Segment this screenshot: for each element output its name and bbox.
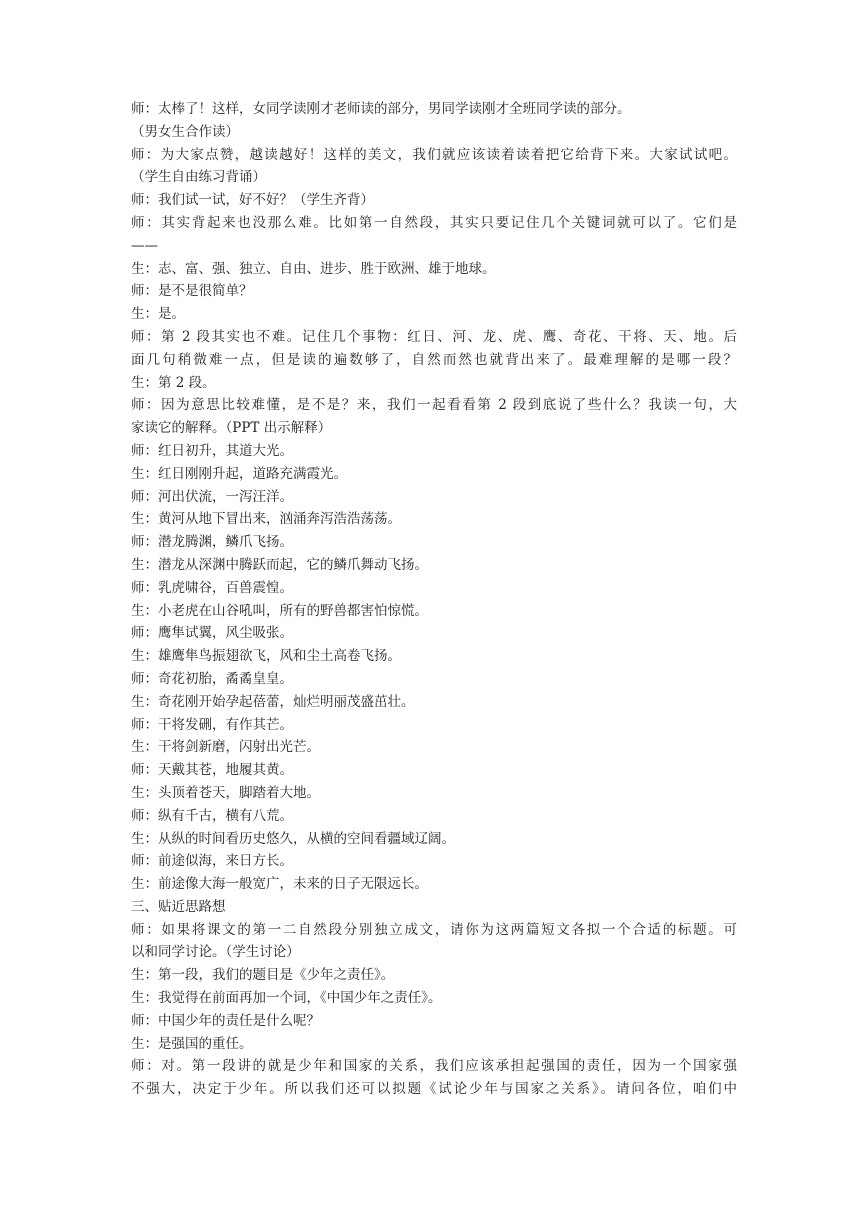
text-line: 生：我觉得在前面再加一个词，《中国少年之责任》。 <box>131 990 442 1007</box>
text-line: 师：是不是很简单？ <box>131 283 253 300</box>
text-line: 生：是。 <box>131 306 185 323</box>
transcript <box>131 98 737 1101</box>
text-line: 生：潜龙从深渊中腾跃而起，它的鳞爪舞动飞扬。 <box>131 556 428 573</box>
text-line: 师：红日初升，其道大光。 <box>131 442 293 459</box>
text-line: 以和同学讨论。（学生讨论） <box>131 944 300 961</box>
text-line: 师：因为意思比较难懂，是不是？来，我们一起看看第 2 段到底说了些什么？我读一句，大 <box>131 397 737 414</box>
text-line: 师：鹰隼试翼，风尘吸张。 <box>131 625 293 642</box>
text-line: 师：其实背起来也没那么难。比如第一自然段，其实只要记住几个关键词就可以了。它们是 <box>131 214 737 231</box>
text-line: 师：太棒了！这样，女同学读刚才老师读的部分，男同学读刚才全班同学读的部分。 <box>131 101 631 117</box>
text-line: 生：第 2 段。 <box>131 374 216 391</box>
text-line: 家读它的解释。（PPT 出示解释） <box>131 420 332 437</box>
text-line: 生：干将剑新磨，闪射出光芒。 <box>131 739 320 756</box>
text-line: 师：第 2 段其实也不难。记住几个事物：红日、河、龙、虎、鹰、奇花、干将、天、地。后 <box>131 328 737 345</box>
text-line: 三、贴近思路想 <box>131 898 226 915</box>
text-line: （男女生合作读） <box>131 123 239 140</box>
text-line: 生：从纵的时间看历史悠久，从横的空间看疆域辽阔。 <box>131 830 455 847</box>
text-line: 生：头顶着苍天，脚踏着大地。 <box>131 784 320 801</box>
text-line: —— <box>131 237 158 254</box>
text-line: 师：中国少年的责任是什么呢？ <box>131 1012 320 1029</box>
text-line: 生：前途像大海一般宽广，未来的日子无限远长。 <box>131 876 428 893</box>
text-line: 生：是强国的重任。 <box>131 1035 253 1052</box>
text-line: 生：志、富、强、独立、自由、进步、胜于欧洲、雄于地球。 <box>131 260 496 277</box>
text-line: 面几句稍微难一点，但是读的遍数够了，自然而然也就背出来了。最难理解的是哪一段？ <box>131 351 737 368</box>
text-line: 师：我们试一试，好不好？（学生齐背） <box>131 192 374 209</box>
text-line: 生：黄河从地下冒出来，汹涌奔泻浩浩荡荡。 <box>131 511 401 528</box>
text-line: （学生自由练习背诵） <box>131 169 266 186</box>
text-line: 师：如果将课文的第一二自然段分别独立成文，请你为这两篇短文各拟一个合适的标题。可 <box>131 921 737 938</box>
text-line: 师：天戴其苍，地履其黄。 <box>131 762 293 779</box>
text-line: 生：第一段，我们的题目是《少年之责任》。 <box>131 967 395 984</box>
text-line: 生：奇花刚开始孕起蓓蕾，灿烂明丽茂盛茁壮。 <box>131 693 415 710</box>
text-line: 师：为大家点赞，越读越好！这样的美文，我们就应该读着读着把它给背下来。大家试试吧。 <box>131 146 737 163</box>
text-line: 生：红日刚刚升起，道路充满霞光。 <box>131 465 347 482</box>
text-line: 师：乳虎啸谷，百兽震惶。 <box>131 579 293 596</box>
text-line: 师：奇花初胎，矞矞皇皇。 <box>131 670 293 687</box>
text-line: 师：前途似海，来日方长。 <box>131 853 293 870</box>
text-line: 师：纵有千古，横有八荒。 <box>131 807 293 824</box>
text-line: 师：潜龙腾渊，鳞爪飞扬。 <box>131 534 293 551</box>
text-line: 生：小老虎在山谷吼叫，所有的野兽都害怕惊慌。 <box>131 602 428 619</box>
text-line: 师：河出伏流，一泻汪洋。 <box>131 488 293 505</box>
document-body <box>131 98 737 1101</box>
text-line: 师：干将发硎，有作其芒。 <box>131 716 293 733</box>
text-line: 不强大，决定于少年。所以我们还可以拟题《试论少年与国家之关系》。请问各位，咱们中 <box>131 1081 737 1098</box>
text-line: 师：对。第一段讲的就是少年和国家的关系，我们应该承担起强国的责任，因为一个国家强 <box>131 1058 737 1075</box>
text-line: 生：雄鹰隼鸟振翅欲飞，风和尘土高卷飞扬。 <box>131 648 401 665</box>
